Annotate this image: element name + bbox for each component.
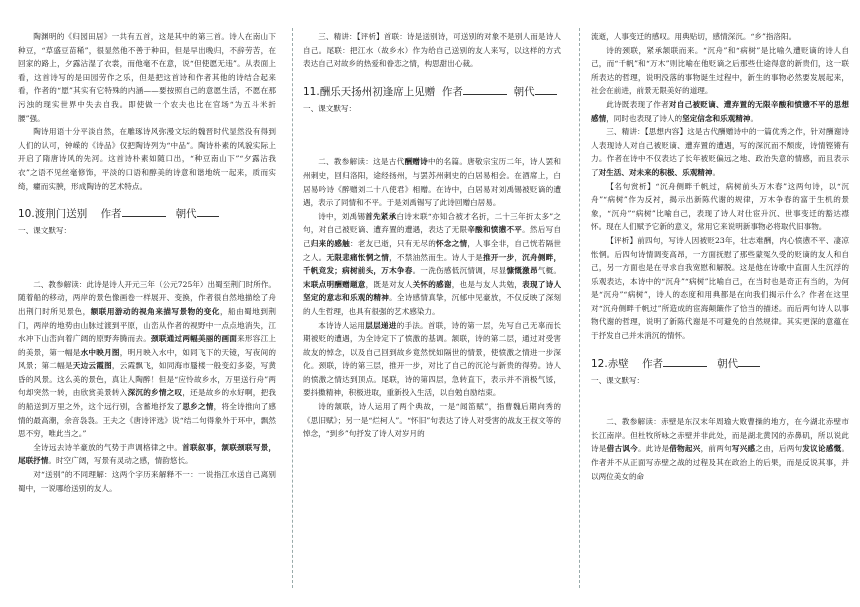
paragraph: 全诗远去诗羊豪放的气势于声调格律之中。首联叙事，颔联颈联写景，尾联抒情。时空广阔，写景有灵动之感，情韵悠长。 bbox=[18, 442, 277, 466]
paragraph: 陶诗用语十分平淡自然，在雕琢诗风弥漫文坛的魏晋时代显然没有得到人们的认可，钟嵘的《诗品》仅把陶诗列为“中品”。陶诗朴素的风貌实际上开启了隋唐诗风的先河。这首诗朴素如随口出，“种豆南山下”“夕露沾我衣”之语不见丝毫修饰，平淡的口语和醇美的诗意和谐地统一起来，质而实绮，癯而实腴，形成陶诗的艺术特点。 bbox=[18, 127, 276, 191]
paragraph: 二、教参解读：此诗是诗人开元三年（公元725年）出蜀至荆门时所作。随着船的移动，两岸的景色像画卷一样展开、变换，作者很自然地描绘了舟出荆门时所见景色，额联用游动的视角来描写景物的变化，船由蜀地到荆门，两岸的地势由山脉过渡到平原，山峦从作者的视野中一点点地消失，江水冲下山峦向着广阔的原野奔腾而去。颈联通过两幅美丽的画面来形容江上的美景，第一幅是水中映月图，明月映入水中，如同飞下的天镜，写夜间的风景；第二幅是天边云霞图，云霞飘飞，如同海市蜃楼一般变幻多姿，写黄昏的风景。这么美的景色，真让人陶醉！但是“应怜故乡水，万里送行舟”两句却突然一转，由欣赏美景转入深沉的乡情之叹，还是故乡的水好啊，把我的船送到万里之外，这个远行别，含蓄地抒发了思乡之情，将全诗推向了感情的最高潮，余音袅袅。王夫之《唐诗评选》说“结二句得象外于环中，飘然思不穷，唯此当之。” bbox=[18, 279, 277, 439]
column-middle bbox=[303, 30, 561, 441]
paragraph: 对“送别”的不同理解：这两个字历来解释不一：一说指江水送自己离别蜀中，一说哪给送别的友人。 bbox=[18, 470, 276, 493]
dynasty-label: 朝代 bbox=[513, 85, 535, 98]
paragraph: 【名句赏析】“沉舟侧畔千帆过，病树前头万木春”这两句诗，以“沉舟”“病树”作为反衬，揭示出新陈代谢的规律，万木争春的富于生机的景象，“沉舟”“病树”比喻自己，表现了诗人对仕宦升沉、世事变迁的豁达襟怀。现在人们赋予它新的意义，常用它来说明新事物必将取代旧事物。 bbox=[591, 181, 849, 232]
paragraph: 流逝，人事变迁的感叹。用典贴切，感情深沉。“乡”指洛阳。 bbox=[591, 32, 797, 41]
dynasty-blank[interactable] bbox=[197, 207, 219, 217]
section-heading: 一、课文默写： bbox=[18, 226, 72, 236]
paragraph: 二、教参解读：这是古代酬赠诗中的名篇。唐敬宗宝历二年，诗人罢和州刺史，回归洛阳，途经扬州，与罢苏州刺史的白居易相会。在酒席上，白居易吟诗《醉赠刘二十八使君》相赠。在诗中，白居易对刘禹锡被贬谪的遭遇，表示了同情和不平。于是刘禹锡写了此诗回赠白居易。 bbox=[303, 157, 562, 208]
paragraph: 本诗诗人运用层层递进的手法。首联，诗的第一层，先写自己无辜而长期被贬的遭遇，为全诗定下了愤激的基调。颔联，诗的第二层，通过对受害故友的悼念，以及自己回到故乡竟然恍如隔世的情景，使愤激之情进一步深化。颈联，诗的第三层，推开一步，对比了自己的沉沦与新贵的得势。诗人的愤激之情达到顶点。尾联，诗的第四层，急转直下，表示并不消极气馁，要抖擞精神，积极进取，重新投入生活，以自勉自励结束。 bbox=[303, 320, 562, 398]
section-heading: 一、课文默写： bbox=[303, 103, 357, 113]
section-heading: 一、课文默写： bbox=[591, 375, 645, 385]
paragraph: 诗的颔联，诗人运用了两个典故，一是“闻笛赋”，指曹魏后期向秀的《思旧赋》；另一是“烂柯人”。“怀旧”句表达了诗人对受害的战友王叔文等的悼念，“到乡”句抒发了诗人对岁月的 bbox=[303, 402, 561, 439]
dynasty-blank[interactable] bbox=[738, 357, 760, 367]
poem-title-11 bbox=[303, 85, 561, 100]
author-label: 作者 bbox=[441, 85, 463, 98]
column-divider bbox=[292, 28, 293, 588]
paragraph: 三、精讲：【思想内容】这是古代酬赠诗中的一篇优秀之作，针对酬谢诗人表现诗人对自己被贬谪、遭弃置的遭遇，写的深沉而不颓废，诗情铿锵有力。作者在诗中不仅表达了长年被贬偏远之地、政治失意的情感，而且表示了对生活、对未来的积极、乐观精神。 bbox=[591, 127, 849, 177]
paragraph: 三、精讲：【评析】首联：诗是送别诗，可送别的对象不是别人而是诗人自己。尾联：把江水（故乡水）作为给自己送别的友人来写，以这样的方式表达自己对故乡的热爱和眷恋之情，构思甜出心裁。 bbox=[303, 32, 561, 69]
paragraph: 诗中，刘禹锡首先紧承白诗末联“亦知合被才名折，二十三年折太多”之句，对自己被贬谪、遭弃置的遭遇，表达了无限辛酸和愤懑不平。然后写自己归来的感触：老友已逝，只有无尽的怀念之情，人事全非，自己恍若隔世之人。无限悲痛怅惘之情，不禁油然而生。诗人于是推开一步，沉舟侧畔，千帆竞发；病树前头，万木争春。一洗伤感低沉情调，尽显慷慨激昂气概。末联点明酬赠题意，既是对友人关怀的感谢，也是与友人共勉，表现了诗人坚定的意志和乐观的精神。全诗感情真挚，沉郁中见豪放，不仅反映了深刻的人生哲理，也具有很强的艺术感染力。 bbox=[303, 211, 562, 316]
paragraph: 陶渊明的《归园田居》一共有五首，这是其中的第三首。诗人在南山下种豆，“草盛豆苗稀”，很显然他不善于种田，但是早出晚归，不辞劳苦，在回家的路上，夕露沾湿了衣裳，而他毫不在意，说“但使愿无违”。从表面上看，这首诗写的是田园劳作之乐，但是把这首诗和作者其他的诗结合起来看，作者的“愿”其实有它特殊的内涵——要按照自己的意愿生活，不愿在那污浊的现实世界中失去自我。即使做一个农夫也比在官场“为五斗米折腰”强。 bbox=[18, 32, 276, 123]
dynasty-blank[interactable] bbox=[535, 85, 557, 95]
author-blank[interactable] bbox=[122, 207, 166, 217]
poem-title: 11.酬乐天扬州初逢席上见赠 bbox=[303, 85, 436, 98]
poem-title: 12.赤壁 bbox=[591, 357, 629, 370]
paragraph: 【评析】前四句，写诗人因被贬23年，壮志难酬，内心愤懑不平、凄凉怅惘。后四句诗情调变高昂，一方面抚慰了那些蒙冤久受的贬谪的友人和自己，另一方面也是在寻求自我宽慰和解脱。这是他在诗歌中直面人生沉浮的乐观表达，本诗中的“沉舟”“病树”比喻自己，在当时也是奇正有当的，为何是“沉舟”“病树”，诗人的态度和用典都是在向我们揭示什么？作者在这里对“沉舟侧畔千帆过”所造成的宦海颠簸作了恰当的描述。而后两句诗人以事物代谢的哲理，说明了新陈代谢是不可避免的自然规律。其实更深的意蕴在于抒发自己并未消沉的情怀。 bbox=[591, 235, 849, 341]
author-label: 作者 bbox=[642, 357, 664, 370]
column-divider bbox=[579, 28, 580, 588]
recite-blank-area[interactable] bbox=[591, 387, 849, 415]
poem-title: 10.渡荆门送别 bbox=[18, 208, 88, 221]
author-label: 作者 bbox=[100, 208, 122, 221]
dynasty-label: 朝代 bbox=[717, 357, 739, 370]
author-blank[interactable] bbox=[463, 85, 507, 95]
author-blank[interactable] bbox=[663, 357, 707, 367]
poem-title-10 bbox=[18, 207, 276, 222]
recite-blank-area[interactable] bbox=[303, 115, 561, 155]
poem-title-12 bbox=[591, 357, 849, 372]
recite-blank-area[interactable] bbox=[18, 238, 276, 278]
paragraph: 诗的颈联，紧承颔联而来。“沉舟”和“病树”是比喻久遭贬谪的诗人自己，而“千帆”和“万木”则比喻在他贬谪之后那些仕途得意的新贵们，这一联所表达的哲理，说明没落的事物诞生过程中，新生的事物必然要发展起来，社会在前进，前景无限美好的道理。 bbox=[591, 45, 849, 96]
dynasty-label: 朝代 bbox=[175, 208, 197, 221]
paragraph: 二、教参解读：赤壁是东汉末年周瑜大败曹操的地方，在今湖北赤壁市长江南岸。但杜牧所咏之赤壁并非此处，而是湖北黄冈的赤鼻矶，所以说此诗是借古讽今。此诗是借物起兴，前两句写兴感之由，后两句发议论感慨。作者并不从正面写赤壁之战的过程及其在政治上的后果，而是反说其事，并以两位美女的命 bbox=[591, 417, 850, 481]
paragraph: 此诗既表现了作者对自己被贬谪、遭弃置的无限辛酸和愤懑不平的思想感情，同时也表现了诗人的坚定信念和乐观精神。 bbox=[591, 99, 850, 123]
column-right bbox=[591, 30, 849, 483]
column-left bbox=[18, 30, 276, 495]
